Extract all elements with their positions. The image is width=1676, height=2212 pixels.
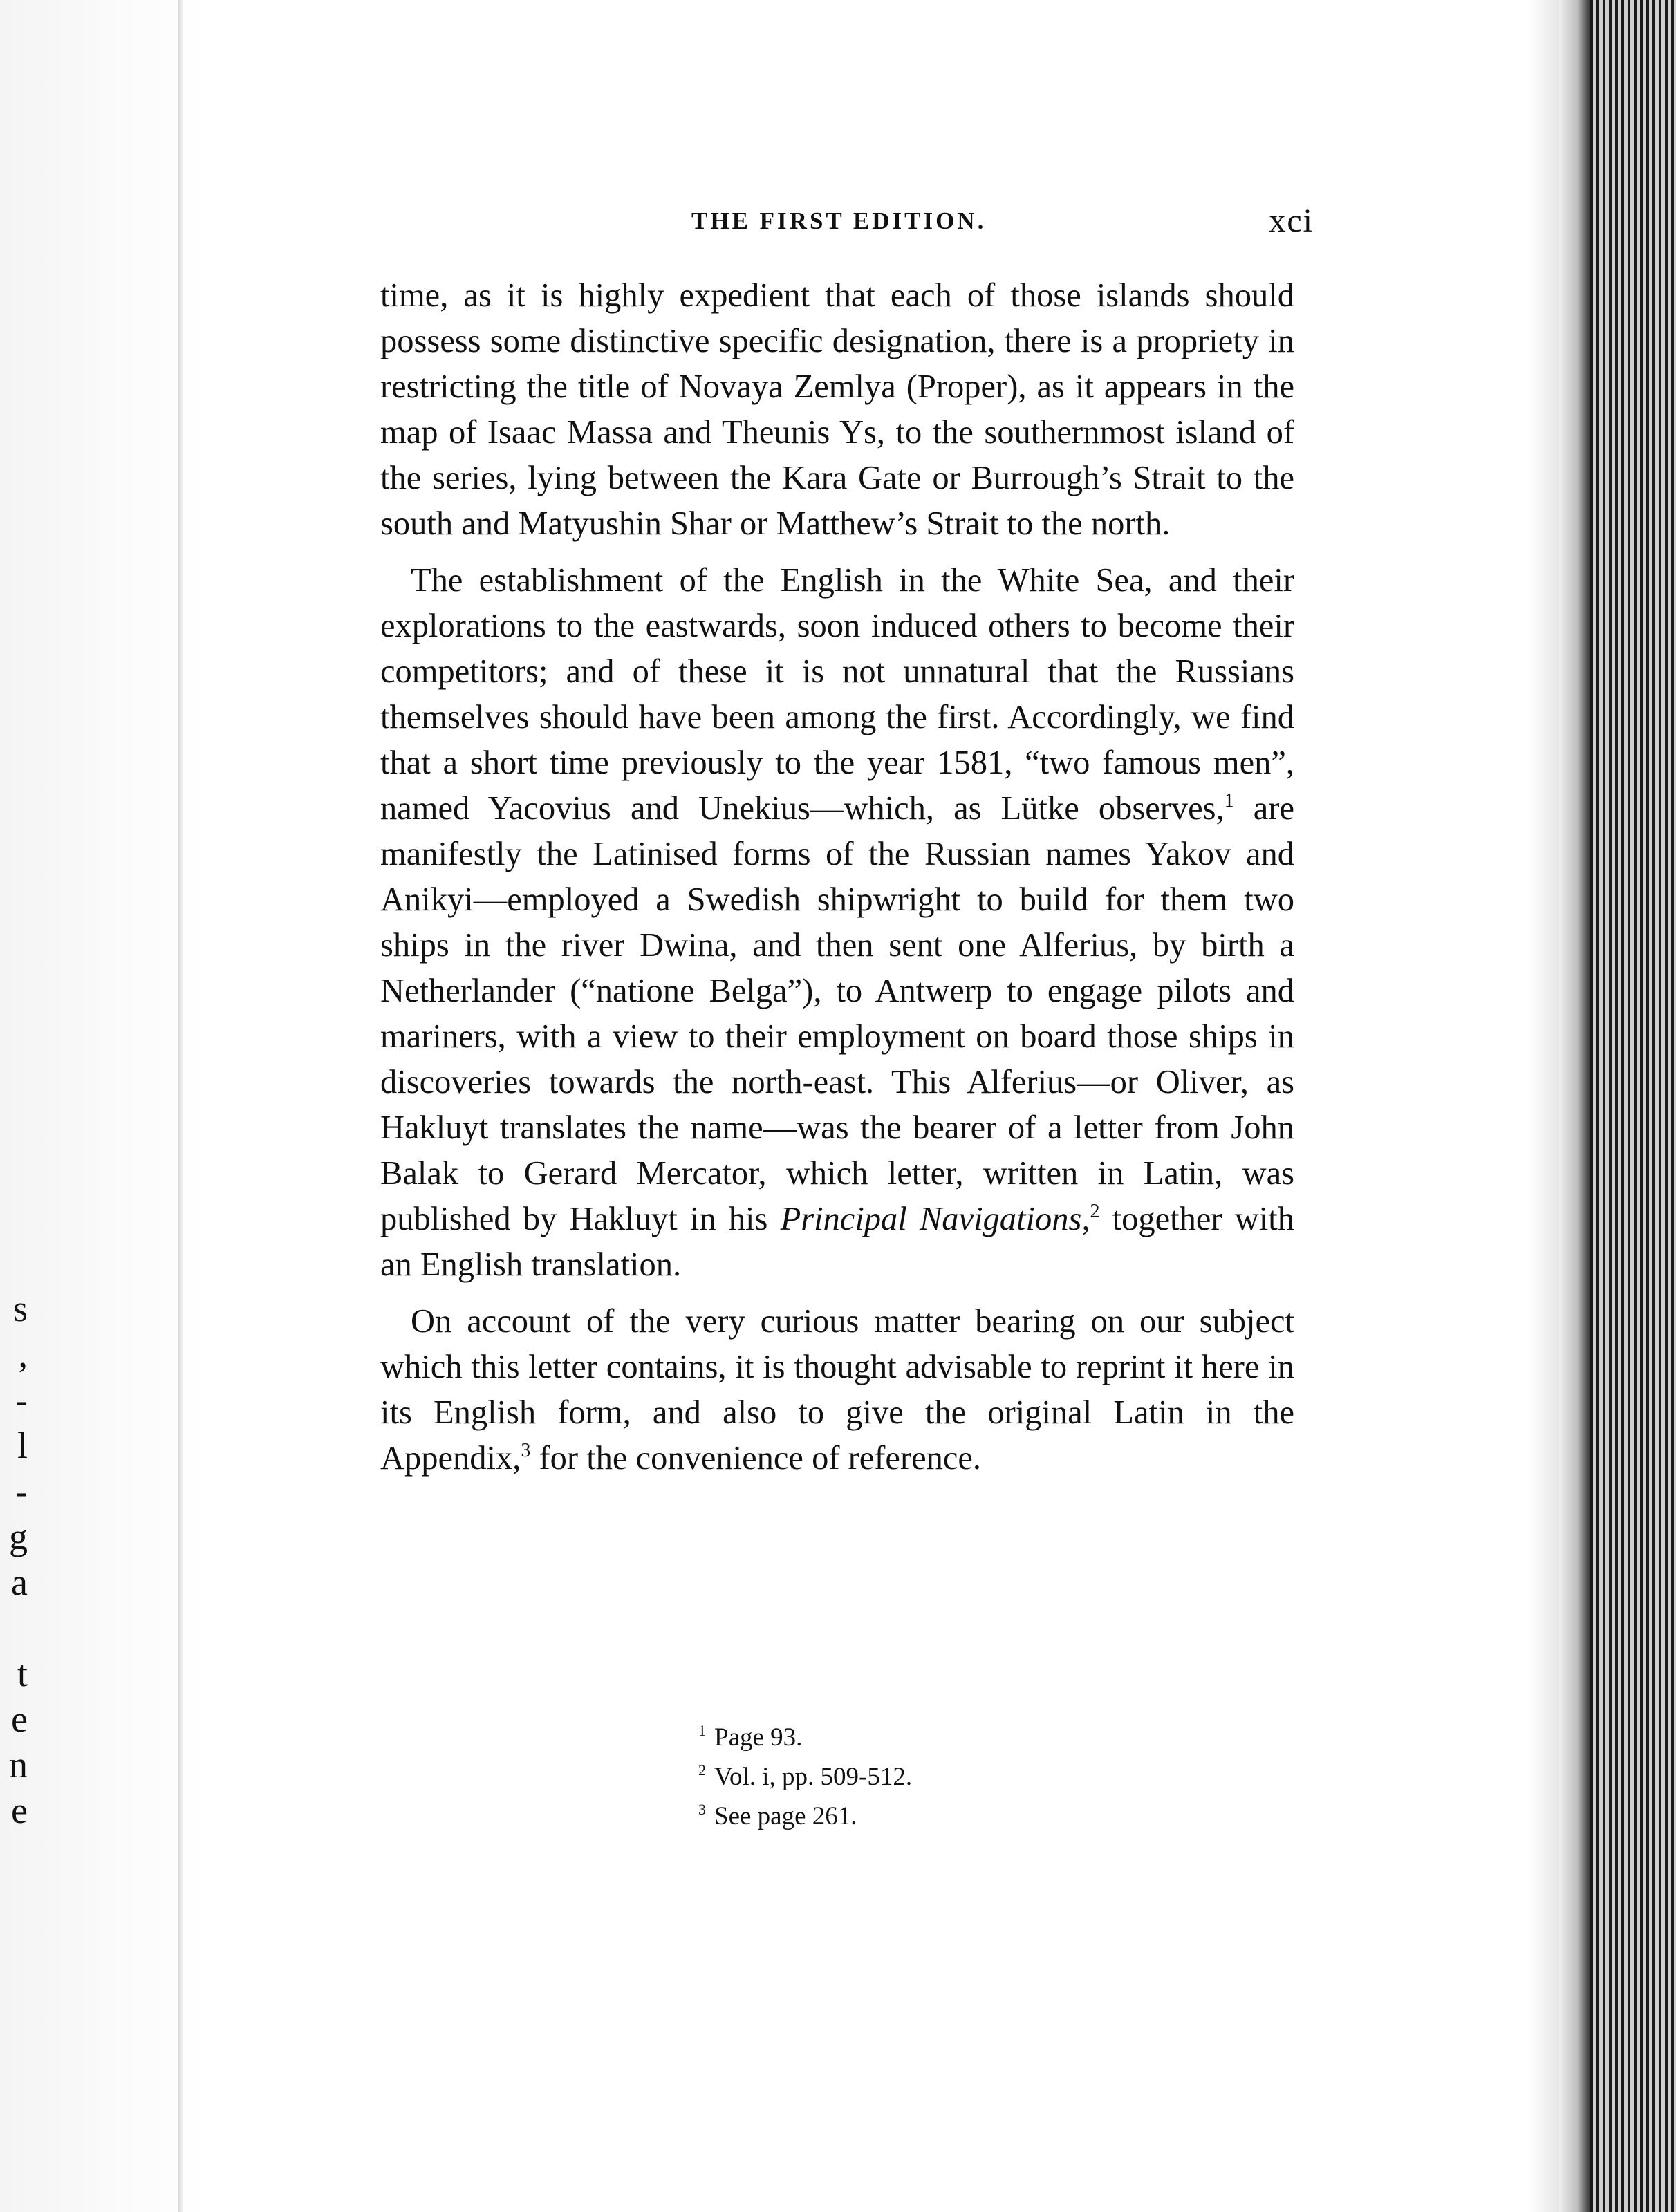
- footnote-ref-2: 2: [1090, 1201, 1100, 1222]
- fragment: a: [11, 1562, 28, 1603]
- footnote-1: [698, 1718, 1113, 1757]
- fragment: s: [12, 1288, 28, 1329]
- running-head: [380, 203, 1314, 242]
- fragment: ,: [18, 1333, 28, 1375]
- page-shadow: [1528, 0, 1559, 2212]
- paragraph-3: [380, 1299, 1294, 1481]
- book-cover-edge: [1559, 0, 1590, 2212]
- left-page-edge: [0, 0, 207, 2212]
- fragment: l: [17, 1425, 28, 1466]
- footnote-3: [698, 1797, 1113, 1836]
- footnote-text: See page 261.: [714, 1802, 857, 1830]
- fragment: e: [11, 1790, 28, 1831]
- footnote-text: Page 93.: [714, 1723, 803, 1752]
- fragment: g: [9, 1516, 28, 1557]
- footnote-text: Vol. i, pp. 509-512.: [714, 1763, 913, 1791]
- fragment: -: [15, 1379, 28, 1421]
- footnotes: [698, 1718, 1113, 1836]
- fragment: e: [11, 1698, 28, 1740]
- paragraph-2-text: The establishment of the English in the White Sea, and their explorations to the eastwards, soon induced others to become their competitors; and of these it is not unnatural that the Russians themselves should have been among the first. Accordingly, we find that a short time previously to the year 1581, “two famous men”, named Yacovius and Unekius—which, as Lütke observes,: [380, 562, 1294, 827]
- book-page-edges: [1559, 0, 1676, 2212]
- paragraph-2: [380, 558, 1294, 1288]
- left-page-fragments: [0, 1286, 28, 1833]
- paragraph-3-text: On account of the very curious matter bearing on our subject which this letter contains, it is thought advisable to reprint it here in its English form, and also to give the original Latin in the Appendix,: [380, 1303, 1294, 1477]
- fragment: t: [17, 1653, 28, 1694]
- book-title: Principal Navigations,: [780, 1201, 1090, 1237]
- fragment: n: [9, 1744, 28, 1785]
- footnote-ref-1: 1: [1224, 790, 1234, 812]
- paragraph-2-text: are manifestly the Latinised forms of the Russian names Yakov and Anikyi—employed a Swedish shipwright to build for them two ships in the river Dwina, and then sent one Alferius, by birth a Netherlander (“natione Belga”), to Antwerp to engage pilots and mariners, with a view to their employment on board those ships in discoveries towards the north-east. This Alferius—or Oliver, as Hakluyt translates the name—was the bearer of a letter from John Balak to Gerard Mercator, which letter, written in Latin, was published by Hakluyt in his: [380, 790, 1294, 1237]
- footnote-mark: 2: [698, 1761, 706, 1779]
- footnote-ref-3: 3: [521, 1440, 531, 1461]
- footnote-mark: 3: [698, 1801, 706, 1818]
- page-number: xci: [1269, 203, 1314, 239]
- body-text: [380, 273, 1294, 1492]
- footnote-mark: 1: [698, 1722, 706, 1739]
- running-title: THE FIRST EDITION.: [691, 207, 987, 234]
- fragment: [0, 1605, 28, 1651]
- paragraph-3-text: for the convenience of reference.: [530, 1440, 982, 1477]
- gutter-shadow: [178, 0, 183, 2212]
- fragment: -: [15, 1470, 28, 1512]
- paragraph-2-text: together with an English translation.: [380, 1201, 1294, 1283]
- paragraph-1: time, as it is highly expedient that each of those islands should possess some distinctive specific designation, there is a propriety in restricting the title of Novaya Zemlya (Proper), as it appears in the map of Isaac Massa and Theunis Ys, to the southernmost island of the series, lying between the Kara Gate or Burrough’s Strait to the south and Matyushin Shar or Matthew’s Strait to the north.: [380, 277, 1294, 542]
- footnote-2: [698, 1757, 1113, 1797]
